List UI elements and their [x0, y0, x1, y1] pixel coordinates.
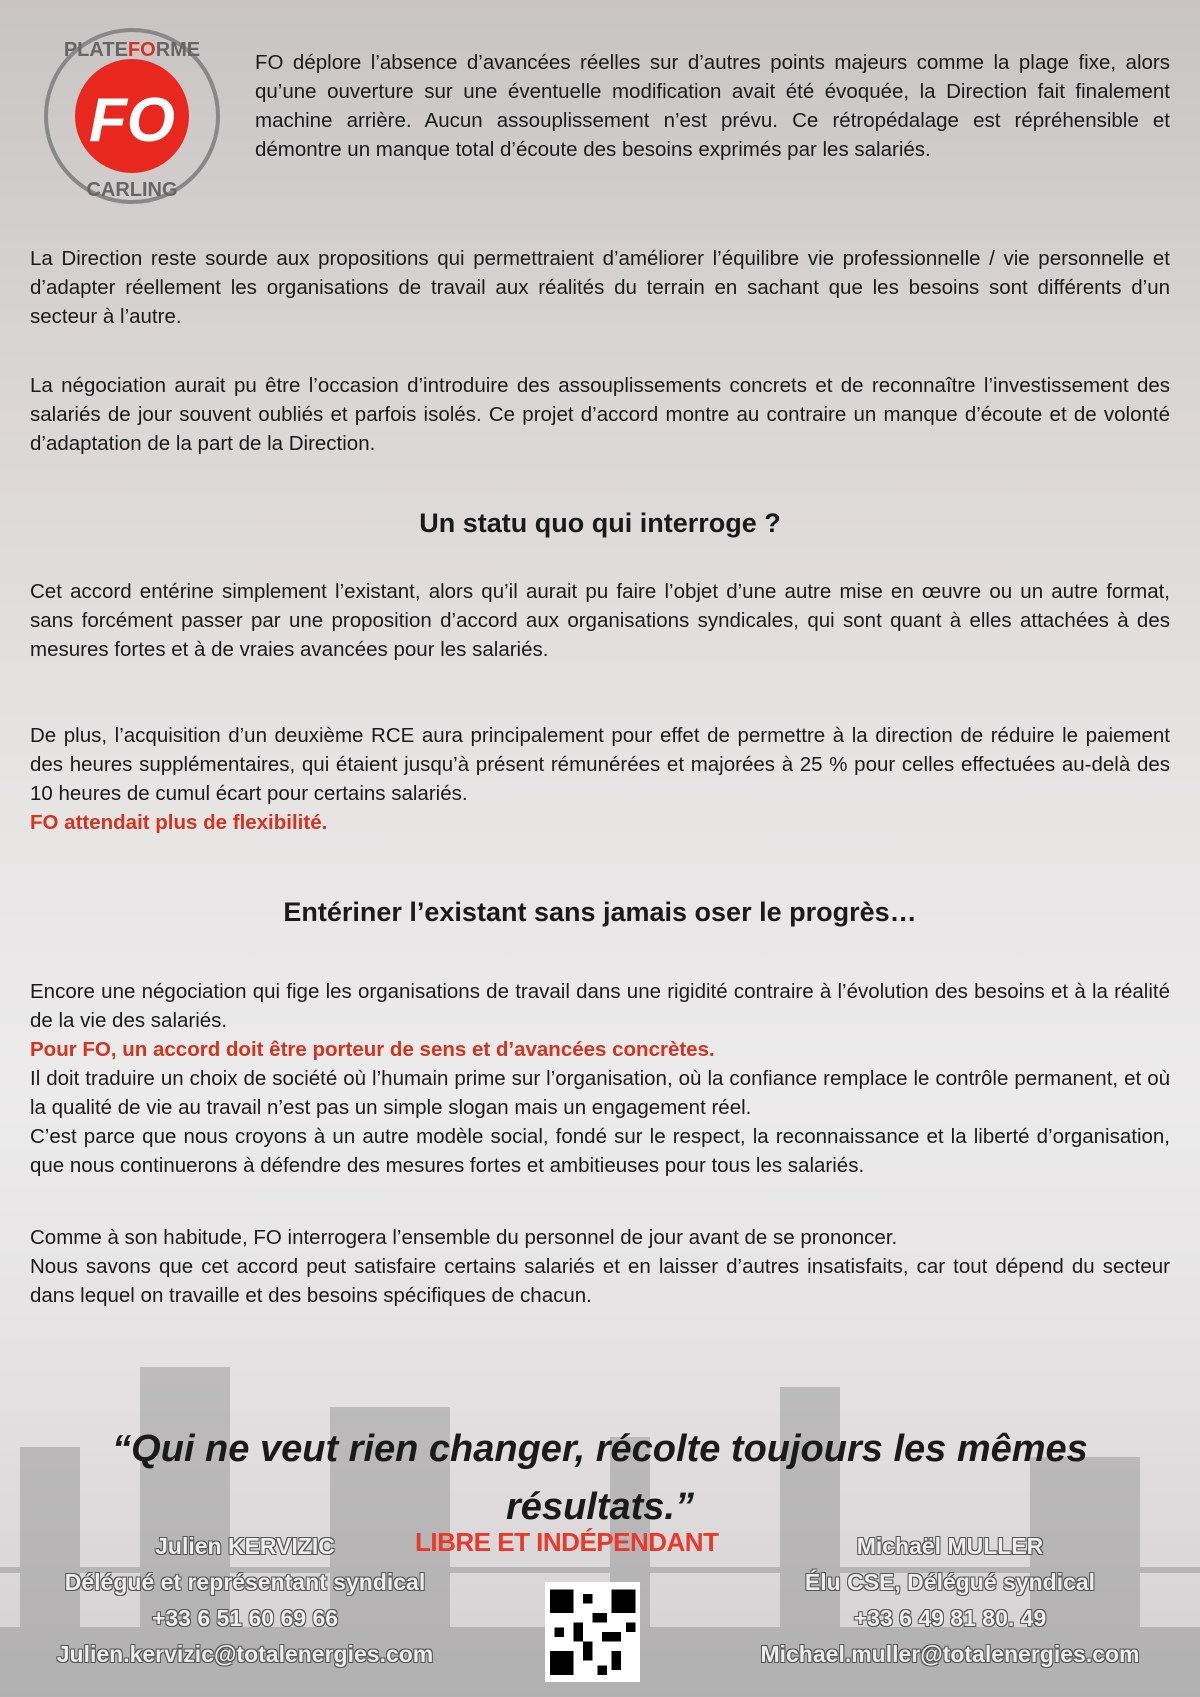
text: C’est parce que nous croyons à un autre modèle social, fondé sur le respect, la reconnaissance et la liberté d’organisation, que nous continuerons à défendre des mesures fortes et ambitieuses pour tous les salariés. — [30, 1125, 1170, 1177]
paragraph-habitude — [30, 1223, 1170, 1310]
heading-statu-quo: Un statu quo qui interroge ? — [419, 508, 781, 538]
text: Nous savons que cet accord peut satisfaire certains salariés et en laisser d’autres insatisfaits, car tout dépend du secteur dans lequel on travaille et des besoins spécifiques de chacun. — [30, 1255, 1170, 1307]
red-highlight-accord: Pour FO, un accord doit être porteur de sens et d’avancées concrètes. — [30, 1038, 715, 1061]
svg-text:PLATEFORME: PLATEFORME — [63, 39, 201, 61]
paragraph-conclusion — [30, 977, 1170, 1180]
email[interactable]: Michael.muller@totalenergies.com — [760, 1641, 1140, 1667]
red-highlight-flexibility: FO attendait plus de flexibilité. — [30, 811, 328, 834]
svg-text:FO: FO — [88, 86, 176, 155]
email[interactable]: Julien.kervizic@totalenergies.com — [56, 1641, 434, 1667]
rce-text: De plus, l’acquisition d’un deuxième RCE aura principalement pour effet de permettre à la direction de réduire le paiement des heures supplémentaires, qui étaient jusqu’à présent rémunérées et majorées à 25 % pour celles effectuées au-delà des 10 heures de cumul écart pour certains salariés. — [30, 724, 1170, 805]
text: Encore une négociation qui fige les organisations de travail dans une rigidité contraire à l’évolution des besoins et à la réalité de la vie des salariés. — [30, 980, 1170, 1032]
phone: +33 6 49 81 80. 49 — [853, 1605, 1047, 1631]
role: Élu CSE, Délégué syndical — [804, 1569, 1096, 1595]
quote: “Qui ne veut rien changer, récolte toujours les mêmes résultats.” — [112, 1428, 1088, 1528]
paragraph-accord: Cet accord entérine simplement l’existant, alors qu’il aurait pu faire l’objet d’une autre mise en œuvre ou un autre format, sans forcément passer par une proposition d’accord aux organisations syndicales, qui sont quant à elles attachées à des mesures fortes et à de vraies avancées pour les salariés. — [30, 580, 1170, 661]
fo-logo — [32, 26, 232, 206]
phone: +33 6 51 60 69 66 — [151, 1605, 339, 1631]
heading-enteriner: Entériner l’existant sans jamais oser le progrès… — [283, 897, 917, 927]
qr-code[interactable] — [545, 1582, 640, 1682]
name: Julien KERVIZIC — [155, 1533, 335, 1559]
paragraph-intro: FO déplore l’absence d’avancées réelles sur d’autres points majeurs comme la plage fixe, alors qu’une ouverture sur une éventuelle modification avait été évoquée, la Direction fait finalement machine arrière. Aucun assouplissement n’est prévu. Ce rétropédalage est répréhensible et démontre un manque total d’écoute des besoins exprimés par les salariés. — [255, 51, 1170, 161]
paragraph-rce — [30, 721, 1170, 837]
name: Michaël MULLER — [856, 1533, 1044, 1559]
slogan: LIBRE ET INDÉPENDANT — [415, 1527, 719, 1557]
text: Il doit traduire un choix de société où l’humain prime sur l’organisation, où la confiance remplace le contrôle permanent, et où la qualité de vie au travail n’est pas un simple slogan mais un engagement réel. — [30, 1067, 1170, 1119]
contact-right — [710, 1528, 1190, 1672]
text: Comme à son habitude, FO interrogera l’ensemble du personnel de jour avant de se prononcer. — [30, 1226, 898, 1249]
paragraph-direction: La Direction reste sourde aux propositions qui permettraient d’améliorer l’équilibre vie professionnelle / vie personnelle et d’adapter réellement les organisations de travail aux réalités du terrain en sachant que les besoins sont différents d’un secteur à l’autre. — [30, 247, 1170, 328]
contact-left — [20, 1528, 470, 1672]
role: Délégué et représentant syndical — [64, 1569, 426, 1595]
svg-text:CARLING: CARLING — [86, 179, 178, 201]
paragraph-negociation: La négociation aurait pu être l’occasion d’introduire des assouplissements concrets et de reconnaître l’investissement des salariés de jour souvent oubliés et parfois isolés. Ce projet d’accord montre au contraire un manque d’écoute et de volonté d’adaptation de la part de la Direction. — [30, 374, 1170, 455]
